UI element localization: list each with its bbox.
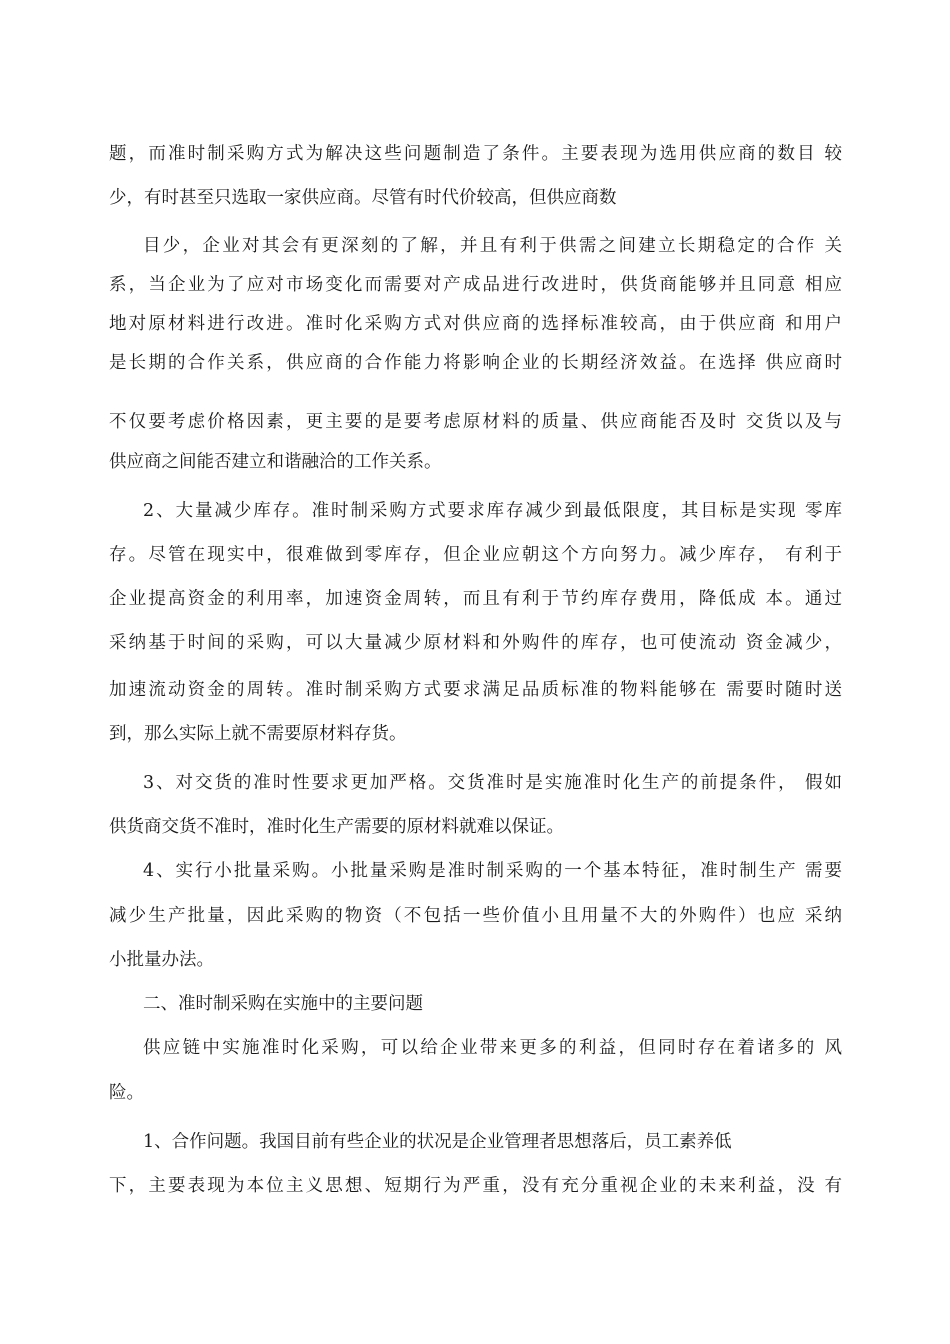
text-line: 题，而准时制采购方式为解决这些问题制造了条件。主要表现为选用供应商的数目 较 [109, 144, 842, 164]
text-line: 险。 [109, 1083, 144, 1103]
text-line: 1、合作问题。我国目前有些企业的状况是企业管理者思想落后，员工素养低 [143, 1132, 732, 1152]
text-line: 供应商之间能否建立和谐融洽的工作关系。 [109, 452, 442, 472]
text-line: 4、实行小批量采购。小批量采购是准时制采购的一个基本特征，准时制生产 需要 [143, 861, 842, 881]
text-line: 下，主要表现为本位主义思想、短期行为严重，没有充分重视企业的未来利益，没 有 [109, 1176, 842, 1196]
section-heading: 二、准时制采购在实施中的主要问题 [143, 994, 423, 1014]
text-line: 到，那么实际上就不需要原材料存货。 [109, 724, 407, 744]
text-line: 小批量办法。 [109, 950, 214, 970]
text-line: 系，当企业为了应对市场变化而需要对产成品进行改进时，供货商能够并且同意 相应 [109, 275, 842, 295]
text-line: 供应链中实施准时化采购，可以给企业带来更多的利益，但同时存在着诸多的 风 [143, 1038, 842, 1058]
text-line: 地对原材料进行改进。准时化采购方式对供应商的选择标准较高，由于供应商 和用户 [109, 314, 842, 334]
text-line: 企业提高资金的利用率，加速资金周转，而且有利于节约库存费用，降低成 本。通过 [109, 589, 842, 609]
text-line: 不仅要考虑价格因素，更主要的是要考虑原材料的质量、供应商能否及时 交货以及与 [109, 412, 842, 432]
text-line: 是长期的合作关系，供应商的合作能力将影响企业的长期经济效益。在选择 供应商时 [109, 353, 842, 373]
text-line: 存。尽管在现实中，很难做到零库存，但企业应朝这个方向努力。减少库存， 有利于 [109, 545, 842, 565]
text-line: 供货商交货不准时，准时化生产需要的原材料就难以保证。 [109, 817, 564, 837]
text-line: 减少生产批量，因此采购的物资（不包括一些价值小且用量不大的外购件）也应 采纳 [109, 906, 842, 926]
text-line: 3、对交货的准时性要求更加严格。交货准时是实施准时化生产的前提条件， 假如 [143, 773, 842, 793]
text-line: 目少，企业对其会有更深刻的了解，并且有利于供需之间建立长期稳定的合作 关 [143, 236, 842, 256]
text-line: 少，有时甚至只选取一家供应商。尽管有时代价较高，但供应商数 [109, 188, 617, 208]
text-line: 2、大量减少库存。准时制采购方式要求库存减少到最低限度，其目标是实现 零库 [143, 501, 842, 521]
text-line: 采纳基于时间的采购，可以大量减少原材料和外购件的库存，也可使流动 资金减少， [109, 633, 842, 653]
text-line: 加速流动资金的周转。准时制采购方式要求满足品质标准的物料能够在 需要时随时送 [109, 680, 842, 700]
